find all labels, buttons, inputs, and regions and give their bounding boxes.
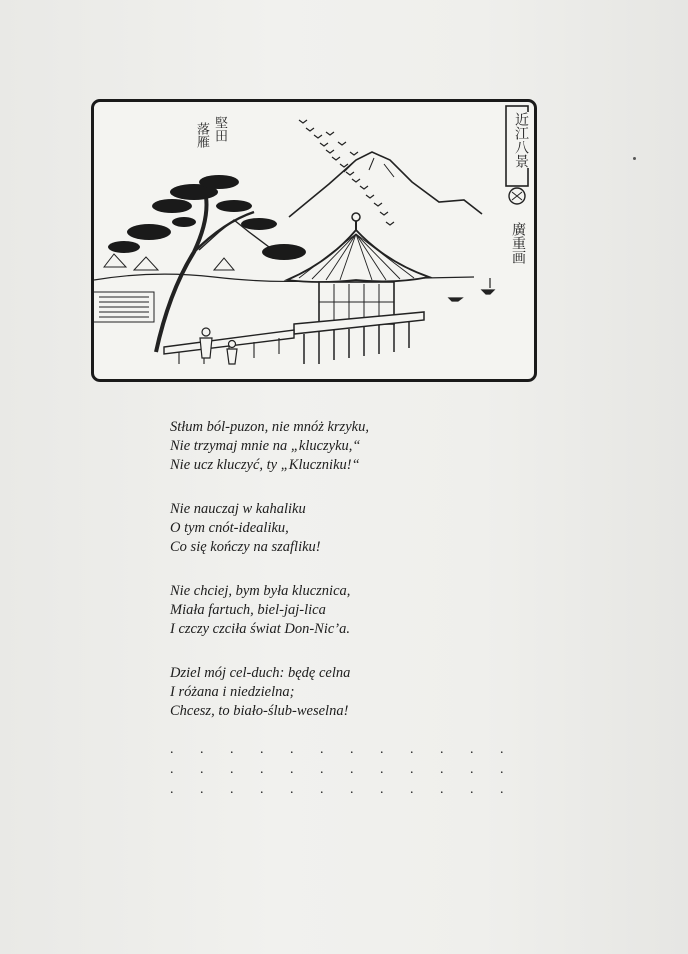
paper-speck xyxy=(633,157,636,160)
poem-line: Nie nauczaj w kahaliku xyxy=(170,501,306,517)
stanza-4 xyxy=(170,664,470,721)
artist-signature: 廣重画 xyxy=(510,222,526,264)
series-cartouche-text: 近江八景 xyxy=(509,112,529,168)
woodblock-illustration xyxy=(91,99,537,382)
poem xyxy=(170,418,470,746)
stanza-3 xyxy=(170,582,470,639)
stanza-1 xyxy=(170,418,470,475)
poem-line: O tym cnót-idealiku, xyxy=(170,520,289,536)
poem-line: I różana i niedzielna; xyxy=(170,684,295,700)
stanza-2 xyxy=(170,500,470,557)
ellipsis-row: . . . . . . . . . . . . xyxy=(170,742,515,757)
landscape-drawing xyxy=(94,102,534,379)
ellipsis-row: . . . . . . . . . . . . xyxy=(170,762,515,777)
ellipsis-row: . . . . . . . . . . . . xyxy=(170,782,515,797)
poem-line: Dziel mój cel-duch: będę celna xyxy=(170,665,351,681)
poem-line: I czczy czciła świat Don-Nic’a. xyxy=(170,621,351,637)
title-column-2: 落雁 xyxy=(194,122,209,148)
poem-line: Chcesz, to biało-ślub-weselna! xyxy=(170,703,349,719)
poem-line: Co się kończy na szafliku! xyxy=(170,539,321,555)
poem-line: Nie ucz kluczyć, ty „Kluczniku!“ xyxy=(170,457,360,473)
poem-line: Stłum ból-puzon, nie mnóż krzyku, xyxy=(170,419,369,435)
poem-line: Nie chciej, bym była klucznica, xyxy=(170,583,351,599)
poem-line: Miała fartuch, biel-jaj-lica xyxy=(170,602,326,618)
ellipsis-rows xyxy=(170,740,515,800)
title-column-1: 堅田 xyxy=(212,116,227,142)
poem-line: Nie trzymaj mnie na „kluczyku,“ xyxy=(170,438,361,454)
